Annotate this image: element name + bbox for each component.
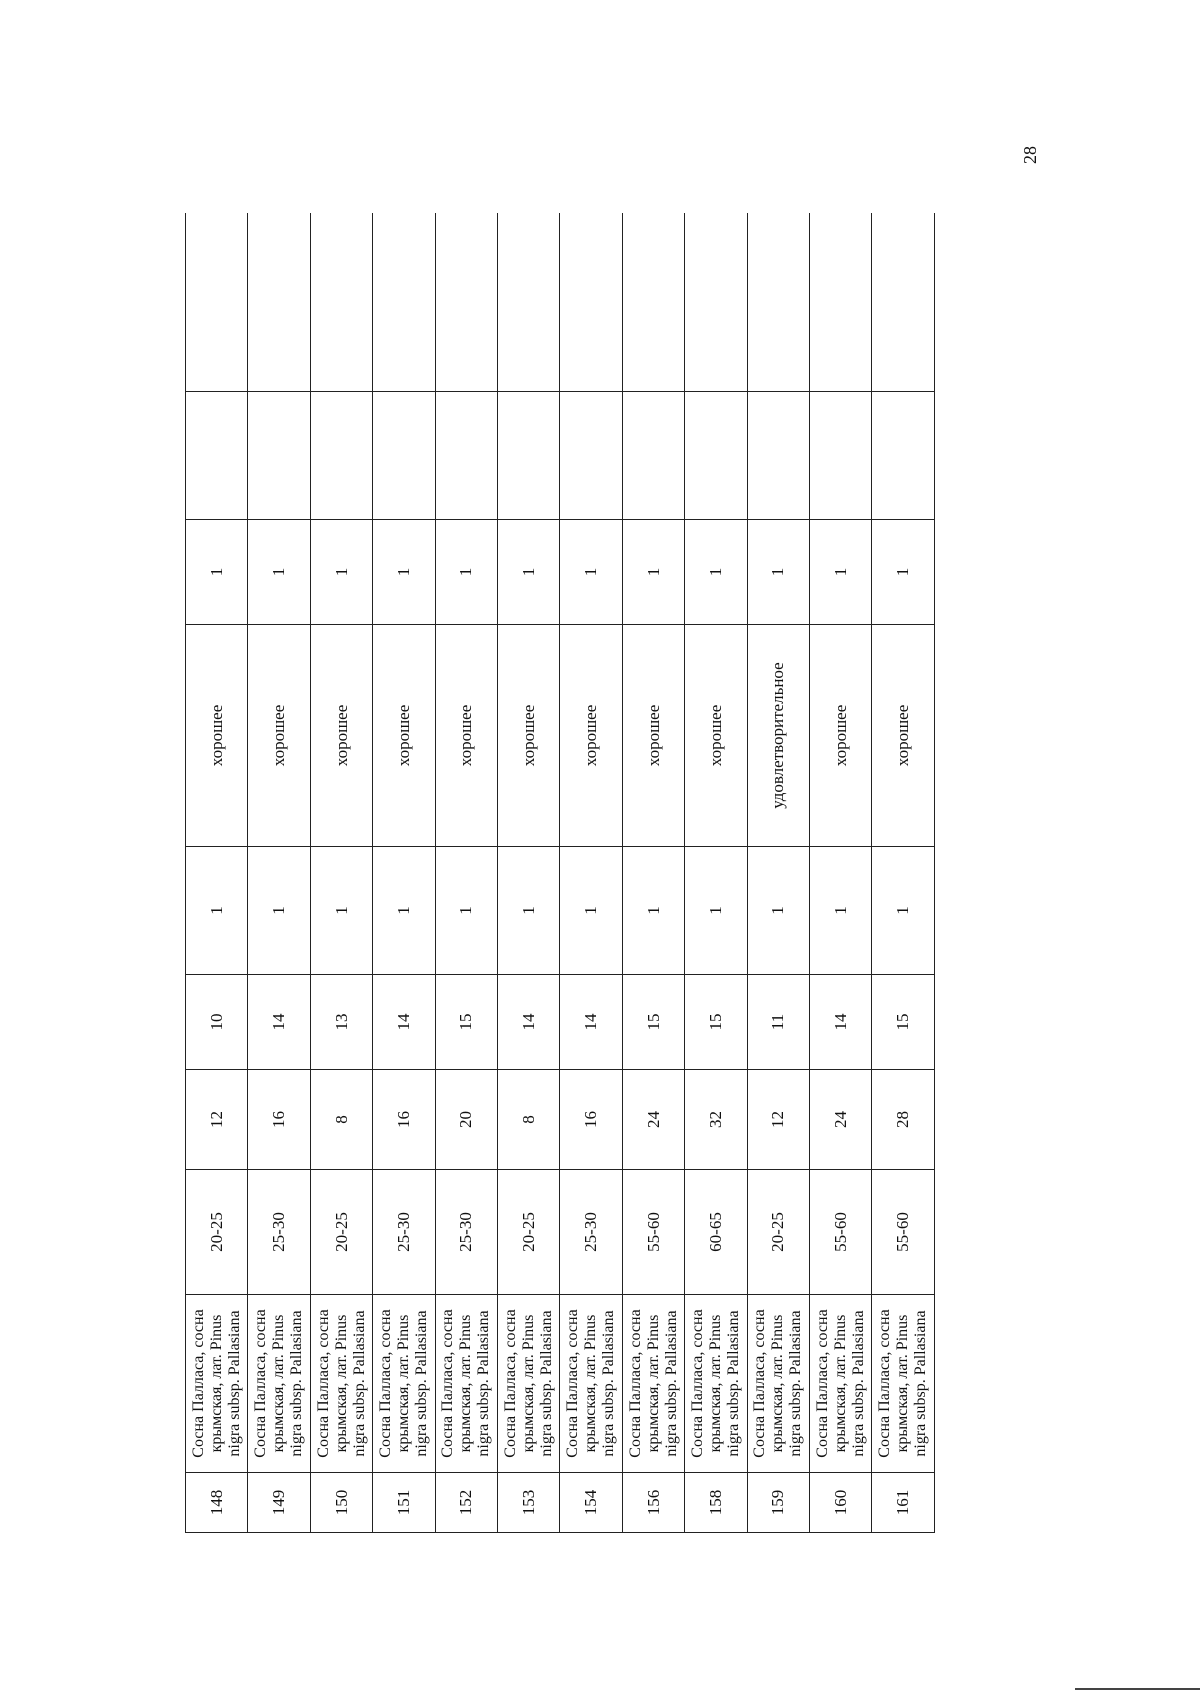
condition-cell: хорошее: [622, 625, 684, 847]
height-cell: 11: [747, 975, 809, 1070]
note-cell-2: [373, 213, 435, 392]
diameter-cell: 32: [685, 1070, 747, 1170]
condition-cell: хорошее: [810, 625, 872, 847]
species-cell: [248, 1295, 310, 1473]
species-line: Сосна Палласа, сосна: [876, 1309, 894, 1458]
diameter-cell: 12: [186, 1070, 248, 1170]
condition-cell: хорошее: [872, 625, 935, 847]
height-cell: 15: [435, 975, 497, 1070]
species-line: крымская, лат. Pinus: [831, 1314, 849, 1453]
species-cell: [186, 1295, 248, 1473]
species-line: nigra subsp. Pallasiana: [912, 1310, 930, 1457]
height-cell: 14: [373, 975, 435, 1070]
age-cell: 20-25: [186, 1170, 248, 1295]
row-number-cell: 154: [560, 1473, 622, 1533]
row-number-cell: 152: [435, 1473, 497, 1533]
species-line: Сосна Палласа, сосна: [501, 1309, 519, 1458]
tree-inventory-table: [185, 213, 935, 1533]
species-cell: [685, 1295, 747, 1473]
row-number-cell: 153: [498, 1473, 560, 1533]
category-cell: 1: [810, 520, 872, 625]
species-line: nigra subsp. Pallasiana: [537, 1310, 555, 1457]
species-line: крымская, лат. Pinus: [457, 1314, 475, 1453]
condition-cell: удовлетворительное: [747, 625, 809, 847]
species-line: nigra subsp. Pallasiana: [225, 1310, 243, 1457]
note-cell-1: [373, 392, 435, 520]
category-cell: 1: [498, 520, 560, 625]
rotated-table-wrapper: [185, 213, 935, 1533]
height-cell: 14: [560, 975, 622, 1070]
species-line: крымская, лат. Pinus: [894, 1314, 912, 1453]
count-cell: 1: [872, 847, 935, 975]
height-cell: 10: [186, 975, 248, 1070]
footer-rule: [1075, 1688, 1200, 1690]
species-line: Сосна Палласа, сосна: [813, 1309, 831, 1458]
category-cell: 1: [622, 520, 684, 625]
note-cell-1: [186, 392, 248, 520]
species-line: Сосна Палласа, сосна: [439, 1309, 457, 1458]
category-cell: 1: [310, 520, 372, 625]
count-cell: 1: [498, 847, 560, 975]
species-line: крымская, лат. Pinus: [332, 1314, 350, 1453]
note-cell-1: [685, 392, 747, 520]
count-cell: 1: [685, 847, 747, 975]
species-cell: [872, 1295, 935, 1473]
row-number-cell: 159: [747, 1473, 809, 1533]
height-cell: 15: [685, 975, 747, 1070]
note-cell-2: [810, 213, 872, 392]
table-body: [186, 213, 935, 1533]
species-line: nigra subsp. Pallasiana: [662, 1310, 680, 1457]
note-cell-1: [872, 392, 935, 520]
species-line: Сосна Палласа, сосна: [626, 1309, 644, 1458]
age-cell: 55-60: [810, 1170, 872, 1295]
species-line: Сосна Палласа, сосна: [688, 1309, 706, 1458]
diameter-cell: 24: [622, 1070, 684, 1170]
note-cell-1: [248, 392, 310, 520]
species-cell: [373, 1295, 435, 1473]
table-row: [685, 213, 747, 1533]
count-cell: 1: [622, 847, 684, 975]
count-cell: 1: [560, 847, 622, 975]
species-line: крымская, лат. Pinus: [519, 1314, 537, 1453]
count-cell: 1: [373, 847, 435, 975]
note-cell-1: [498, 392, 560, 520]
condition-cell: хорошее: [373, 625, 435, 847]
note-cell-2: [685, 213, 747, 392]
species-line: nigra subsp. Pallasiana: [849, 1310, 867, 1457]
species-cell: [560, 1295, 622, 1473]
species-line: Сосна Палласа, сосна: [564, 1309, 582, 1458]
note-cell-1: [747, 392, 809, 520]
count-cell: 1: [248, 847, 310, 975]
age-cell: 60-65: [685, 1170, 747, 1295]
species-line: Сосна Палласа, сосна: [376, 1309, 394, 1458]
row-number-cell: 148: [186, 1473, 248, 1533]
row-number-cell: 161: [872, 1473, 935, 1533]
species-line: nigra subsp. Pallasiana: [724, 1310, 742, 1457]
row-number-cell: 149: [248, 1473, 310, 1533]
condition-cell: хорошее: [560, 625, 622, 847]
age-cell: 55-60: [872, 1170, 935, 1295]
species-line: nigra subsp. Pallasiana: [288, 1310, 306, 1457]
count-cell: 1: [310, 847, 372, 975]
diameter-cell: 28: [872, 1070, 935, 1170]
height-cell: 15: [872, 975, 935, 1070]
species-line: крымская, лат. Pinus: [270, 1314, 288, 1453]
species-line: Сосна Палласа, сосна: [252, 1309, 270, 1458]
note-cell-2: [872, 213, 935, 392]
age-cell: 20-25: [498, 1170, 560, 1295]
rotated-table-inner: [185, 213, 935, 1533]
category-cell: 1: [435, 520, 497, 625]
height-cell: 13: [310, 975, 372, 1070]
species-line: Сосна Палласа, сосна: [751, 1309, 769, 1458]
table-row: [872, 213, 935, 1533]
species-cell: [622, 1295, 684, 1473]
note-cell-2: [747, 213, 809, 392]
condition-cell: хорошее: [685, 625, 747, 847]
species-line: nigra subsp. Pallasiana: [350, 1310, 368, 1457]
species-line: крымская, лат. Pinus: [582, 1314, 600, 1453]
species-line: nigra subsp. Pallasiana: [475, 1310, 493, 1457]
species-line: Сосна Палласа, сосна: [314, 1309, 332, 1458]
table-row: [498, 213, 560, 1533]
category-cell: 1: [872, 520, 935, 625]
species-line: крымская, лат. Pinus: [644, 1314, 662, 1453]
count-cell: 1: [186, 847, 248, 975]
species-line: крымская, лат. Pinus: [207, 1314, 225, 1453]
row-number-cell: 160: [810, 1473, 872, 1533]
species-line: nigra subsp. Pallasiana: [412, 1310, 430, 1457]
age-cell: 25-30: [373, 1170, 435, 1295]
table-row: [810, 213, 872, 1533]
age-cell: 25-30: [248, 1170, 310, 1295]
height-cell: 14: [810, 975, 872, 1070]
row-number-cell: 151: [373, 1473, 435, 1533]
species-cell: [498, 1295, 560, 1473]
age-cell: 25-30: [560, 1170, 622, 1295]
category-cell: 1: [685, 520, 747, 625]
diameter-cell: 8: [498, 1070, 560, 1170]
condition-cell: хорошее: [498, 625, 560, 847]
diameter-cell: 16: [248, 1070, 310, 1170]
diameter-cell: 12: [747, 1070, 809, 1170]
category-cell: 1: [747, 520, 809, 625]
count-cell: 1: [810, 847, 872, 975]
age-cell: 20-25: [310, 1170, 372, 1295]
age-cell: 55-60: [622, 1170, 684, 1295]
category-cell: 1: [560, 520, 622, 625]
row-number-cell: 156: [622, 1473, 684, 1533]
category-cell: 1: [248, 520, 310, 625]
category-cell: 1: [186, 520, 248, 625]
height-cell: 14: [498, 975, 560, 1070]
species-cell: [435, 1295, 497, 1473]
note-cell-2: [186, 213, 248, 392]
table-row: [310, 213, 372, 1533]
diameter-cell: 16: [373, 1070, 435, 1170]
note-cell-1: [435, 392, 497, 520]
species-line: nigra subsp. Pallasiana: [600, 1310, 618, 1457]
condition-cell: хорошее: [186, 625, 248, 847]
species-line: крымская, лат. Pinus: [769, 1314, 787, 1453]
species-line: крымская, лат. Pinus: [394, 1314, 412, 1453]
age-cell: 20-25: [747, 1170, 809, 1295]
count-cell: 1: [435, 847, 497, 975]
table-row: [560, 213, 622, 1533]
count-cell: 1: [747, 847, 809, 975]
diameter-cell: 20: [435, 1070, 497, 1170]
note-cell-1: [310, 392, 372, 520]
species-cell: [747, 1295, 809, 1473]
note-cell-1: [810, 392, 872, 520]
condition-cell: хорошее: [435, 625, 497, 847]
row-number-cell: 150: [310, 1473, 372, 1533]
species-line: крымская, лат. Pinus: [706, 1314, 724, 1453]
condition-cell: хорошее: [248, 625, 310, 847]
table-row: [622, 213, 684, 1533]
note-cell-2: [248, 213, 310, 392]
note-cell-2: [310, 213, 372, 392]
table-row: [186, 213, 248, 1533]
condition-cell: хорошее: [310, 625, 372, 847]
note-cell-2: [498, 213, 560, 392]
table-row: [435, 213, 497, 1533]
table-row: [373, 213, 435, 1533]
species-cell: [810, 1295, 872, 1473]
table-row: [248, 213, 310, 1533]
height-cell: 14: [248, 975, 310, 1070]
note-cell-2: [622, 213, 684, 392]
note-cell-2: [435, 213, 497, 392]
species-line: Сосна Палласа, сосна: [189, 1309, 207, 1458]
diameter-cell: 16: [560, 1070, 622, 1170]
row-number-cell: 158: [685, 1473, 747, 1533]
diameter-cell: 24: [810, 1070, 872, 1170]
species-line: nigra subsp. Pallasiana: [787, 1310, 805, 1457]
age-cell: 25-30: [435, 1170, 497, 1295]
category-cell: 1: [373, 520, 435, 625]
page-number: 28: [1020, 146, 1040, 164]
height-cell: 15: [622, 975, 684, 1070]
note-cell-1: [560, 392, 622, 520]
table-row: [747, 213, 809, 1533]
note-cell-1: [622, 392, 684, 520]
diameter-cell: 8: [310, 1070, 372, 1170]
note-cell-2: [560, 213, 622, 392]
species-cell: [310, 1295, 372, 1473]
